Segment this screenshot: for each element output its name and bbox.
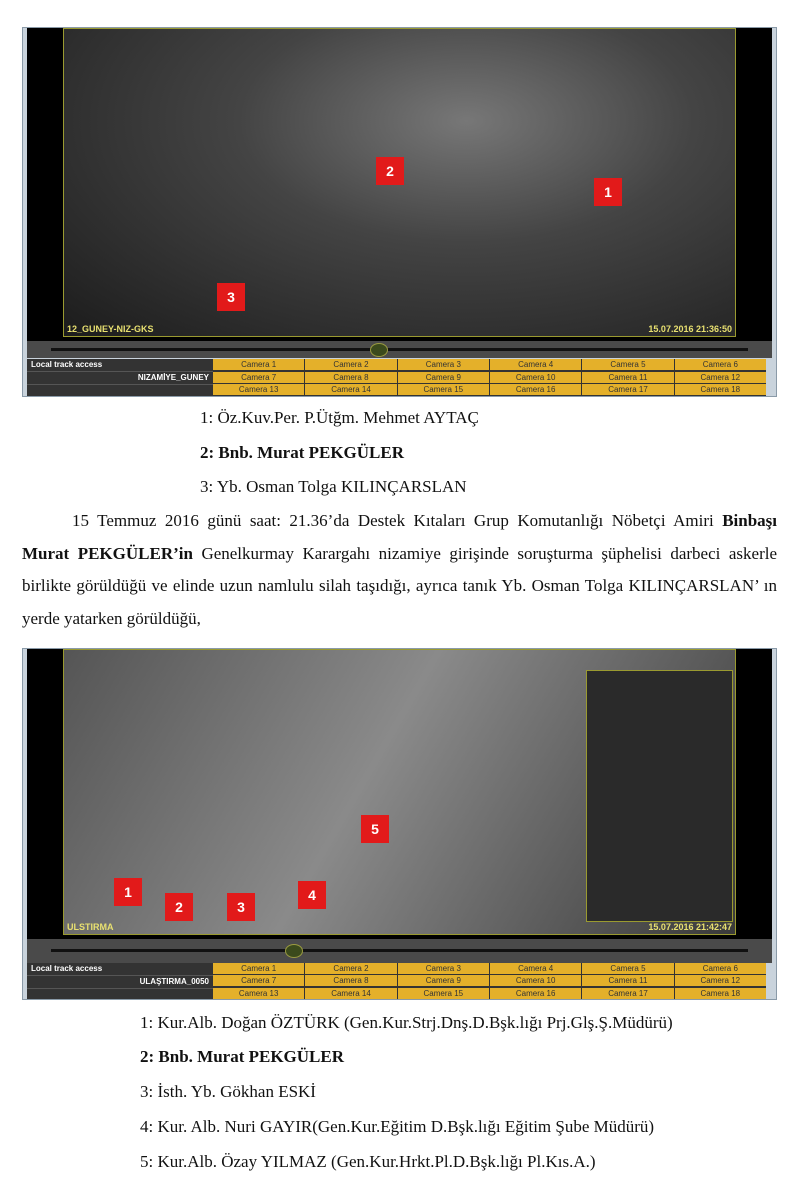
camera-button[interactable]: Camera 6 — [675, 359, 766, 370]
camera-button[interactable]: Camera 17 — [582, 988, 673, 999]
marker-badge: 3 — [227, 893, 255, 921]
camera-button[interactable]: Camera 18 — [675, 384, 766, 395]
marker-badge: 4 — [298, 881, 326, 909]
camera-button[interactable]: Camera 16 — [490, 988, 581, 999]
cctv-screenshot-1 — [22, 27, 777, 397]
text: 15 Temmuz 2016 günü saat: 21.36’da Destek Kıtaları Grup Komutanlığı Nöbetçi Amiri — [72, 511, 723, 530]
caption-item: 3: İsth. Yb. Gökhan ESKİ — [140, 1082, 316, 1101]
inset-view — [586, 670, 733, 922]
timestamp: 15.07.2016 21:42:47 — [648, 922, 732, 932]
bold-name: Binbaşı Murat PEKGÜLER’in — [22, 511, 777, 563]
camera-label: 12_GUNEY-NIZ-GKS — [67, 324, 154, 334]
caption-item: 2: Bnb. Murat PEKGÜLER — [140, 1047, 345, 1066]
panel-title: Local track access — [27, 963, 213, 976]
camera-button[interactable]: Camera 14 — [305, 988, 396, 999]
camera-button[interactable]: Camera 11 — [582, 975, 673, 986]
slider-handle[interactable] — [370, 343, 388, 357]
camera-button[interactable]: Camera 15 — [398, 384, 489, 395]
timestamp: 15.07.2016 21:36:50 — [648, 324, 732, 334]
text: Genelkurmay Karargahı nizamiye girişinde soruşturma şüphelisi darbeci askerle birlikte görüldüğü ve elinde uzun namlulu silah taşıdığı, ayrıca tanık Yb. Osman Tolga KILINÇARSLAN’ ın yerde yatarken görüldüğü, — [22, 543, 778, 628]
marker-badge: 2 — [165, 893, 193, 921]
marker-badge: 1 — [114, 878, 142, 906]
caption-item: 1: Kur.Alb. Doğan ÖZTÜRK (Gen.Kur.Strj.Dnş.D.Bşk.lığı Prj.Glş.Ş.Müdürü) — [140, 1013, 673, 1032]
caption-item: 3: Yb. Osman Tolga KILINÇARSLAN — [200, 477, 467, 496]
marker-badge: 1 — [594, 178, 622, 206]
camera-button[interactable]: Camera 14 — [305, 384, 396, 395]
camera-button[interactable]: Camera 12 — [675, 975, 766, 986]
camera-button[interactable]: Camera 13 — [213, 988, 304, 999]
camera-button[interactable]: Camera 17 — [582, 384, 673, 395]
camera-grid — [27, 359, 766, 396]
camera-button[interactable]: Camera 5 — [582, 359, 673, 370]
camera-button[interactable]: Camera 1 — [213, 359, 304, 370]
camera-button[interactable]: Camera 7 — [213, 975, 304, 986]
playback-bar — [27, 939, 772, 963]
caption-item: 5: Kur.Alb. Özay YILMAZ (Gen.Kur.Hrkt.Pl.D.Bşk.lığı Pl.Kıs.A.) — [140, 1152, 596, 1171]
camera-label: ULSTIRMA — [67, 922, 114, 932]
caption-item: 2: Bnb. Murat PEKGÜLER — [200, 443, 405, 462]
caption-item: 1: Öz.Kuv.Per. P.Ütğm. Mehmet AYTAÇ — [200, 408, 479, 427]
camera-button[interactable]: Camera 15 — [398, 988, 489, 999]
camera-button[interactable]: Camera 8 — [305, 372, 396, 383]
cctv-screenshot-2 — [22, 648, 777, 1000]
camera-button[interactable]: Camera 10 — [490, 975, 581, 986]
camera-button[interactable]: Camera 2 — [305, 359, 396, 370]
camera-button[interactable]: Camera 2 — [305, 963, 396, 974]
timeline-slider[interactable] — [51, 348, 748, 351]
camera-button[interactable]: Camera 4 — [490, 963, 581, 974]
camera-button[interactable]: Camera 3 — [398, 963, 489, 974]
camera-button[interactable]: Camera 9 — [398, 975, 489, 986]
camera-button[interactable]: Camera 10 — [490, 372, 581, 383]
camera-button[interactable]: Camera 6 — [675, 963, 766, 974]
camera-button[interactable]: Camera 11 — [582, 372, 673, 383]
camera-button[interactable]: Camera 4 — [490, 359, 581, 370]
marker-badge: 2 — [376, 157, 404, 185]
camera-button[interactable]: Camera 1 — [213, 963, 304, 974]
camera-grid — [27, 963, 766, 999]
camera-button[interactable]: Camera 8 — [305, 975, 396, 986]
caption-item: 4: Kur. Alb. Nuri GAYIR(Gen.Kur.Eğitim D.Bşk.lığı Eğitim Şube Müdürü) — [140, 1117, 655, 1136]
camera-button[interactable]: Camera 5 — [582, 963, 673, 974]
camera-button[interactable]: Camera 7 — [213, 372, 304, 383]
marker-badge: 5 — [361, 815, 389, 843]
marker-badge: 3 — [217, 283, 245, 311]
slider-handle[interactable] — [285, 944, 303, 958]
camera-button[interactable]: Camera 3 — [398, 359, 489, 370]
camera-button[interactable]: Camera 13 — [213, 384, 304, 395]
camera-button[interactable]: Camera 12 — [675, 372, 766, 383]
camera-button[interactable]: Camera 9 — [398, 372, 489, 383]
body-paragraph — [22, 505, 777, 635]
timeline-slider[interactable] — [51, 949, 748, 952]
location-label: NIZAMİYE_GUNEY — [27, 372, 213, 385]
camera-button[interactable]: Camera 16 — [490, 384, 581, 395]
panel-title: Local track access — [27, 359, 213, 372]
camera-view — [63, 649, 736, 935]
location-label: ULAŞTIRMA_0050 — [27, 976, 213, 989]
camera-button[interactable]: Camera 18 — [675, 988, 766, 999]
playback-bar — [27, 341, 772, 358]
